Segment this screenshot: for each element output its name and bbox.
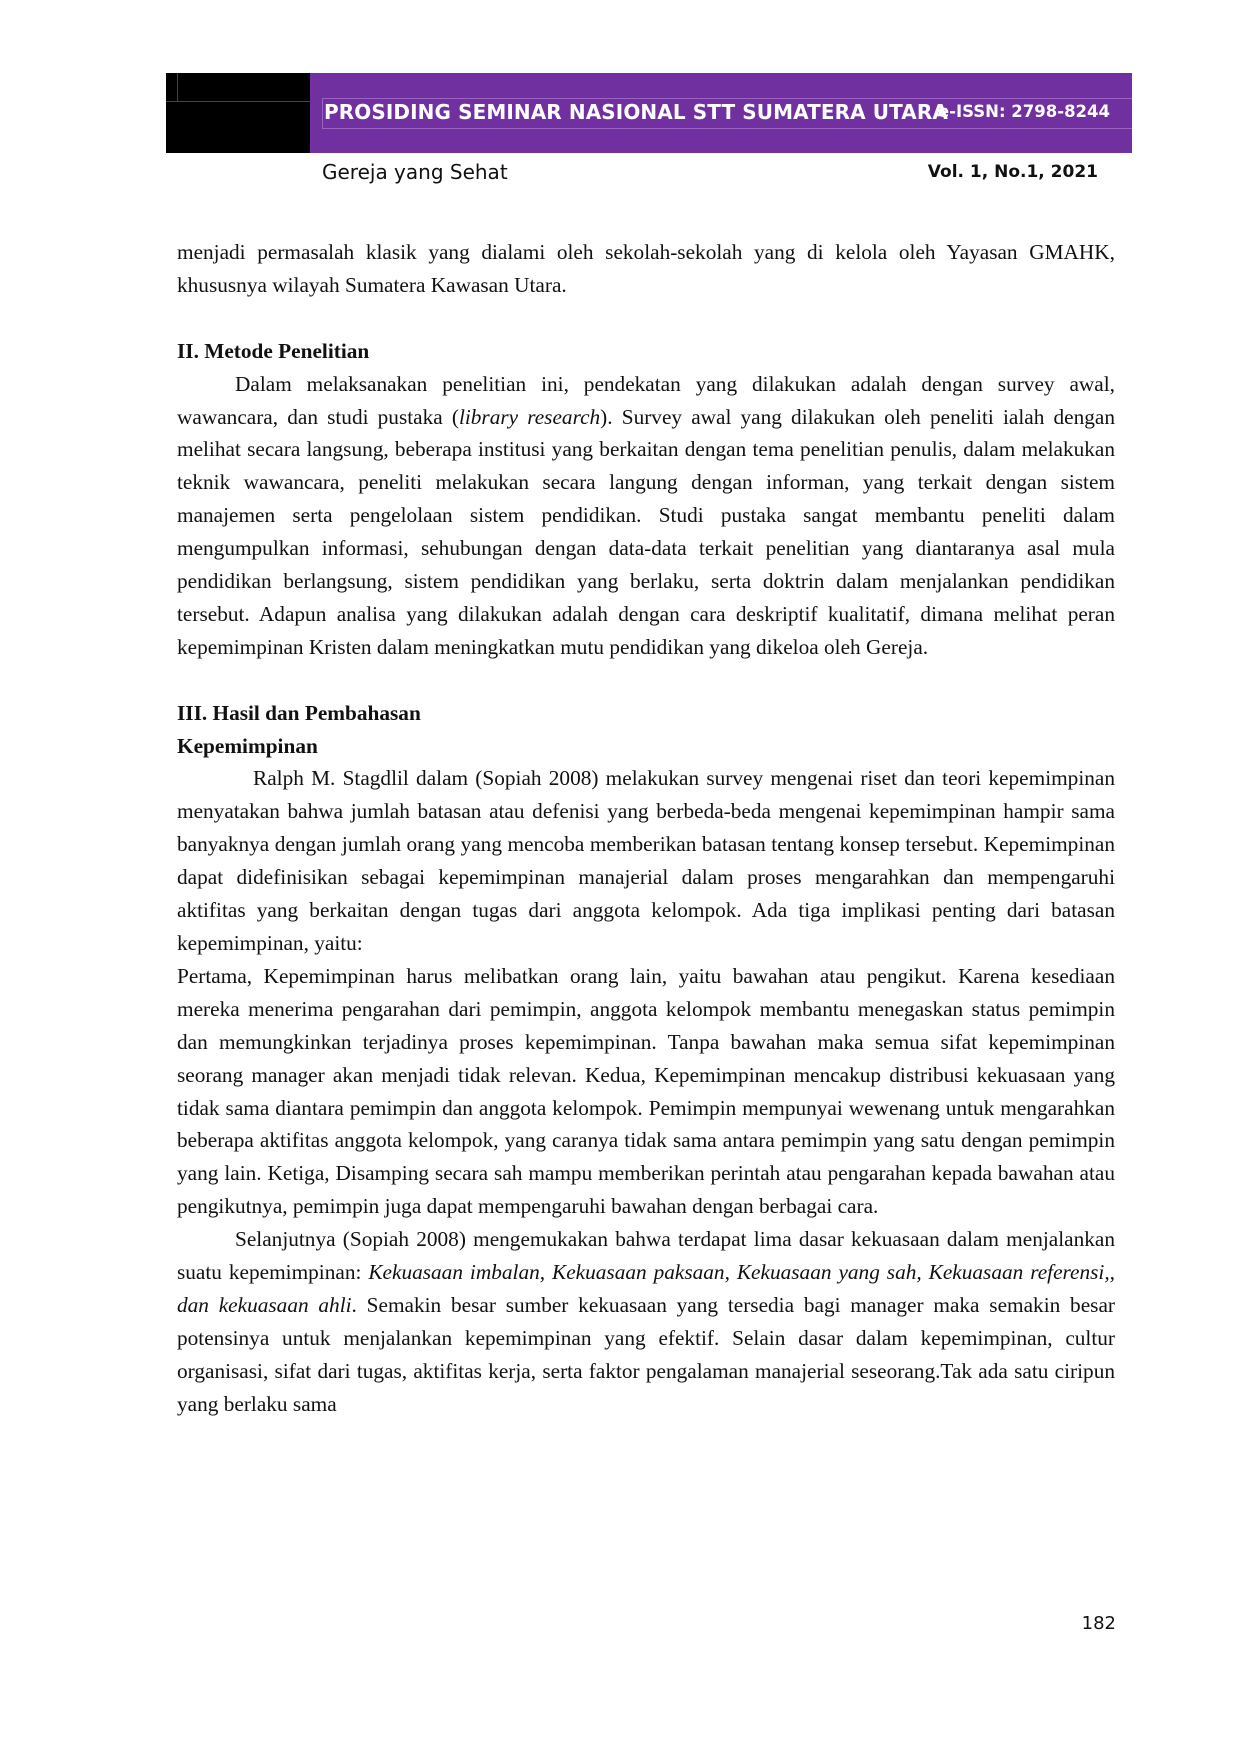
italic-term: library research — [458, 404, 601, 429]
italic-term: Kekuasaan imbalan, Kekuasaan paksaan, Kekuasaan yang sah, Kekuasaan referensi,, dan kekuasaan ahli — [177, 1260, 1116, 1317]
text-span: . Semakin besar sumber kekuasaan yang tersedia bagi manager maka semakin besar potensinya untuk menjalankan kepemimpinan yang efektif. Selain dasar dalam kepemimpinan, cultur organisasi, sifat dari tugas, aktifitas kerja, serta faktor pengalaman manajerial seseorang.Tak ada satu ciripun yang berlaku sama — [177, 1292, 1115, 1416]
issn: e-ISSN: 2798-8244 — [937, 102, 1110, 121]
header-black-block — [166, 73, 310, 153]
page-body — [177, 236, 1115, 1421]
section-heading-results: III. Hasil dan Pembahasan — [177, 700, 421, 725]
running-title: Gereja yang Sehat — [322, 160, 508, 184]
results-paragraph-2: Pertama, Kepemimpinan harus melibatkan orang lain, yaitu bawahan atau pengikut. Karena kesediaan mereka menerima pengarahan dari pemimpin, anggota kelompok membantu menegaskan status pemimpin dan memungkinkan terjadinya proses kepemimpinan. Tanpa bawahan maka semua sifat kepemimpinan seorang manager akan menjadi tidak relevan. Kedua, Kepemimpinan mencakup distribusi kekuasaan yang tidak sama diantara pemimpin dan anggota kelompok. Pemimpin mempunyai wewenang untuk mengarahkan beberapa aktifitas anggota kelompok, yang caranya tidak sama antara pemimpin yang satu dengan pemimpin yang lain. Ketiga, Disamping secara sah mampu memberikan perintah atau pengarahan kepada bawahan atau pengikutnya, pemimpin juga dapat mempengaruhi bawahan dengan berbagai cara. — [177, 963, 1115, 1219]
volume-info: Vol. 1, No.1, 2021 — [927, 162, 1098, 182]
methods-paragraph — [177, 368, 1115, 664]
results-paragraph-1: Ralph M. Stagdlil dalam (Sopiah 2008) melakukan survey mengenai riset dan teori kepemimpinan menyatakan bahwa jumlah batasan atau defenisi yang berbeda-beda mengenai kepemimpinan hampir sama banyaknya dengan jumlah orang yang mencoba memberikan batasan tentang konsep tersebut. Kepemimpinan dapat didefinisikan sebagai kepemimpinan manajerial dalam proses mengarahkan dan mempengaruhi aktifitas yang berkaitan dengan tugas dari anggota kelompok. Ada tiga implikasi penting dari batasan kepemimpinan, yaitu: — [177, 766, 1115, 955]
text-span: Dalam melaksanakan penelitian ini, pendekatan yang dilakukan adalah dengan survey awal, wawancara, dan studi pustaka ( — [177, 371, 1115, 429]
journal-header-band — [166, 73, 1132, 153]
divider — [322, 98, 323, 128]
text-span: Selanjutnya (Sopiah 2008) mengemukakan bahwa terdapat lima dasar kekuasaan dalam menjalankan suatu kepemimpinan: — [177, 1227, 1115, 1285]
journal-title: PROSIDING SEMINAR NASIONAL STT SUMATERA UTARA — [324, 100, 948, 124]
divider — [322, 128, 1132, 129]
intro-paragraph: menjadi permasalah klasik yang dialami oleh sekolah-sekolah yang di kelola oleh Yayasan GMAHK, khususnya wilayah Sumatera Kawasan Utara. — [177, 240, 1115, 297]
subsection-heading-leadership: Kepemimpinan — [177, 733, 318, 758]
page-number: 182 — [1081, 1613, 1116, 1634]
divider — [177, 73, 178, 101]
text-span: ). Survey awal yang dilakukan oleh peneliti ialah dengan melihat secara langsung, beberapa institusi yang berkaitan dengan tema penelitian penulis, dalam melakukan teknik wawancara, peneliti melakukan secara langung dengan informan, yang terkait dengan sistem manajemen serta pengelolaan sistem pendidikan. Studi pustaka sangat membantu peneliti dalam mengumpulkan informasi, sehubungan dengan data-data terkait penelitian yang diantaranya asal mula pendidikan berlangsung, sistem pendidikan yang berlaku, serta doktrin dalam menjalankan pendidikan tersebut. Adapun analisa yang dilakukan adalah dengan cara deskriptif kualitatif, dimana melihat peran kepemimpinan Kristen dalam meningkatkan mutu pendidikan yang dikeloa oleh Gereja. — [177, 404, 1115, 659]
divider — [322, 98, 1132, 99]
results-paragraph-3 — [177, 1223, 1115, 1420]
divider — [166, 101, 310, 102]
header-purple-block — [310, 73, 1132, 153]
section-heading-methods: II. Metode Penelitian — [177, 338, 370, 363]
